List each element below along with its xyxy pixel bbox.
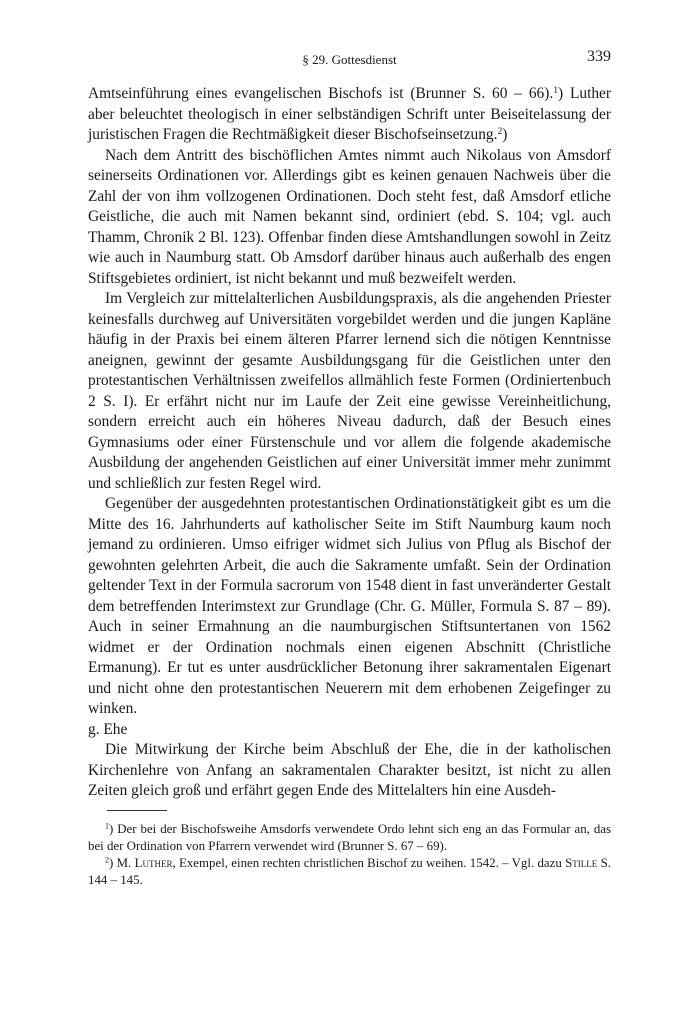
main-text [88, 84, 611, 889]
footnote-2-author: Luther [134, 855, 173, 870]
footnote-2-author2: Stille [565, 855, 598, 870]
paragraph-3: Im Vergleich zur mittelalterlichen Ausbildungspraxis, als die angehenden Priester keinesfalls durchweg auf Universitäten vorgebildet werden und die jungen Kapläne häufig in der Praxis bei einem älteren Pfarrer lernend sich die nötigen Kenntnisse aneignen, gewinnt der gesamte Ausbildungsgang für die Geistlichen unter den protestantischen Verhältnissen zweifellos allmählich feste Formen (Ordiniertenbuch 2 S. I). Er erfährt nicht nur im Laufe der Zeit eine gewisse Vereinheitlichung, sondern erreicht auch ein höheres Niveau dadurch, daß der Besuch eines Gymnasiums oder einer Fürstenschule und vor allem die folgende akademische Ausbildung der angehenden Geistlichen auf einer Universität immer mehr zunimmt und schließlich zur festen Regel wird. [88, 290, 611, 492]
footnote-mark-1: 1 [105, 821, 109, 831]
footnote-ref-2: 2 [497, 125, 503, 137]
paragraph-1 [88, 84, 611, 146]
paragraph-2: Nach dem Antritt des bischöflichen Amtes nimmt auch Nikolaus von Amsdorf seinerseits Ordinationen vor. Allerdings gibt es keinen genauen Nachweis über die Zahl der von ihm vollzogenen Ordinationen. Doch steht fest, daß Amsdorf etliche Geistliche, die auch mit Namen bekannt sind, ordiniert (ebd. S. 104; vgl. auch Thamm, Chronik 2 Bl. 123). Offenbar finden diese Amtshandlungen sowohl in Zeitz wie auch in Naumburg statt. Ob Amsdorf darüber hinaus auch außerhalb des engen Stiftsgebietes ordiniert, ist nicht bekannt und muß bezweifelt werden. [88, 146, 611, 287]
footnote-mark-2: 2 [105, 855, 109, 865]
footnote-2 [88, 855, 611, 889]
paragraph-1-text-c: ) [502, 126, 508, 143]
footnotes [88, 821, 611, 889]
footnote-ref-1: 1 [553, 84, 558, 96]
paragraph-4: Gegenüber der ausgedehnten protestantischen Ordinationstätigkeit gibt es um die Mitte des 16. Jahrhunderts auf katholischer Seite im Stift Naumburg kaum noch jemand zu ordinieren. Umso eifriger widmet sich Julius von Pflug als Bischof der gewohnten gelehrten Arbeit, die auch die Sakramente umfaßt. Sein der Ordination geltender Text in der Formula sacrorum von 1548 dient in fast unveränderter Gestalt dem betreffenden Interimstext zur Grundlage (Chr. G. Müller, Formula S. 87 – 89). Auch in seiner Ermahnung an die naumburgischen Stiftsuntertanen von 1562 widmet er der Ordination nochmals einen eigenen Abschnitt (Christliche Ermanung). Er tut es unter ausdrücklicher Betonung ihrer sakramentalen Eigenart und nicht ohne den protestantischen Neuerern mit dem erhobenen Zeigefinger zu winken. [88, 495, 611, 717]
paragraph-5: Die Mitwirkung der Kirche beim Abschluß der Ehe, die in der katholischen Kirchenlehre von Anfang an sakramentalen Charakter besitzt, ist nicht zu allen Zeiten gleich groß und erfährt gegen Ende des Mittelalters hin eine Ausdeh- [88, 741, 611, 799]
footnote-2-text-a: ) M. [109, 855, 135, 870]
section-title: § 29. Gottesdienst [302, 52, 397, 67]
paragraph-1-text-b: ) Luther aber beleuchtet theologisch in einer selbständigen Schrift unter Beiseitelassung der juristischen Fragen die Rechtmäßigkeit dieser Bischofseinsetzung. [88, 85, 611, 143]
footnote-2-text-b: , Exempel, einen rechten christlichen Bischof zu weihen. 1542. – Vgl. dazu [172, 855, 566, 870]
footnote-2-text-c: S. 144 – 145. [88, 855, 611, 887]
page-number: 339 [587, 48, 611, 65]
footnote-1 [88, 821, 611, 855]
section-heading: g. Ehe [88, 720, 128, 738]
paragraph-1-text-a: Amtseinführung eines evangelischen Bischofs ist (Brunner S. 60 – 66). [88, 85, 554, 102]
running-header [88, 48, 611, 68]
footnote-1-text: ) Der bei der Bischofsweihe Amsdorfs verwendete Ordo lehnt sich eng an das Formular an, das bei der Ordination von Pfarrern verwendet wird (Brunner S. 67 – 69). [88, 821, 611, 853]
footnote-divider [107, 810, 167, 811]
